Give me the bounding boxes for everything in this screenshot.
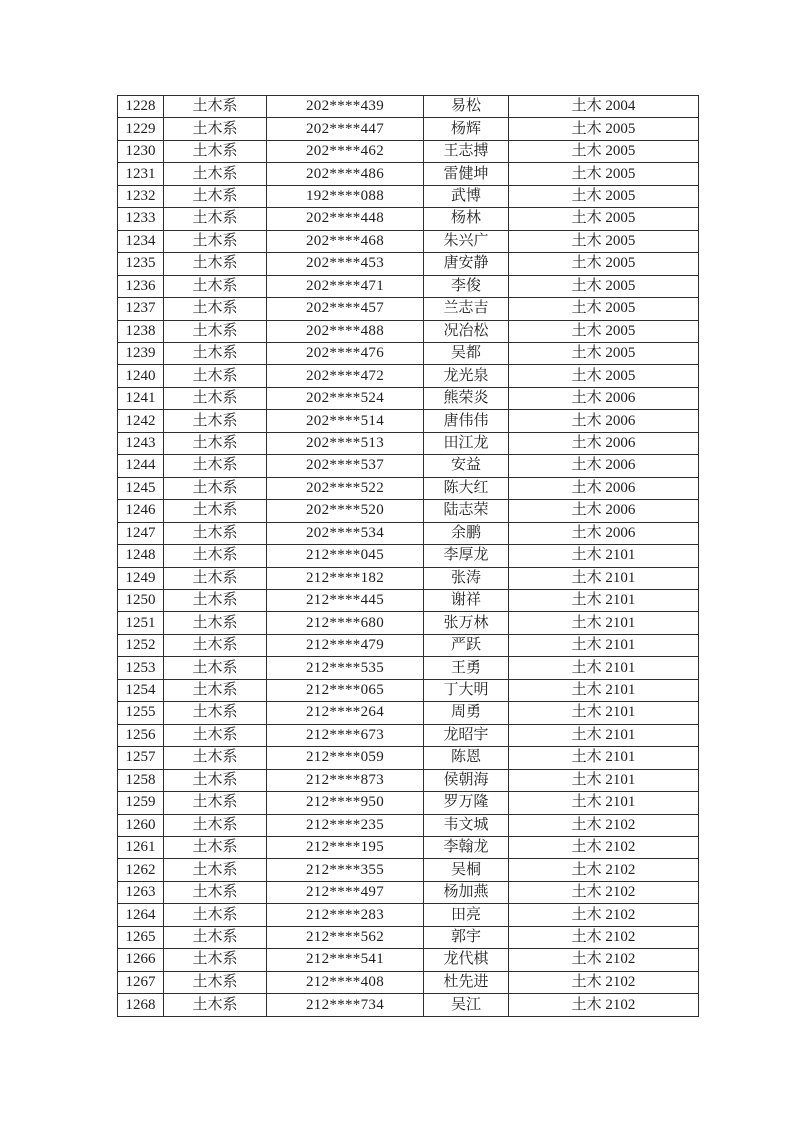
cell-class-name: 土木 2005 xyxy=(509,140,699,162)
cell-department: 土木系 xyxy=(164,140,267,162)
cell-department: 土木系 xyxy=(164,545,267,567)
table-row xyxy=(118,926,699,948)
cell-serial: 1265 xyxy=(118,926,164,948)
table-row xyxy=(118,320,699,342)
cell-department: 土木系 xyxy=(164,477,267,499)
cell-department: 土木系 xyxy=(164,365,267,387)
cell-department: 土木系 xyxy=(164,679,267,701)
cell-student-id: 212****445 xyxy=(267,589,424,611)
cell-serial: 1268 xyxy=(118,994,164,1017)
table-row xyxy=(118,163,699,185)
cell-department: 土木系 xyxy=(164,185,267,207)
cell-serial: 1257 xyxy=(118,747,164,769)
cell-serial: 1239 xyxy=(118,342,164,364)
cell-name: 唐安静 xyxy=(424,253,509,275)
cell-student-id: 212****235 xyxy=(267,814,424,836)
cell-department: 土木系 xyxy=(164,926,267,948)
cell-name: 周勇 xyxy=(424,702,509,724)
cell-name: 杨林 xyxy=(424,208,509,230)
cell-department: 土木系 xyxy=(164,387,267,409)
cell-serial: 1232 xyxy=(118,185,164,207)
cell-serial: 1248 xyxy=(118,545,164,567)
cell-student-id: 212****680 xyxy=(267,612,424,634)
cell-class-name: 土木 2005 xyxy=(509,163,699,185)
cell-student-id: 212****673 xyxy=(267,724,424,746)
cell-class-name: 土木 2102 xyxy=(509,904,699,926)
cell-student-id: 202****447 xyxy=(267,118,424,140)
table-row xyxy=(118,477,699,499)
cell-department: 土木系 xyxy=(164,859,267,881)
table-row xyxy=(118,657,699,679)
table-row xyxy=(118,994,699,1017)
table-row xyxy=(118,185,699,207)
cell-department: 土木系 xyxy=(164,96,267,118)
cell-name: 唐伟伟 xyxy=(424,410,509,432)
cell-name: 罗万隆 xyxy=(424,792,509,814)
cell-serial: 1251 xyxy=(118,612,164,634)
cell-class-name: 土木 2102 xyxy=(509,836,699,858)
cell-serial: 1267 xyxy=(118,971,164,993)
cell-student-id: 202****514 xyxy=(267,410,424,432)
cell-department: 土木系 xyxy=(164,904,267,926)
cell-serial: 1250 xyxy=(118,589,164,611)
cell-student-id: 202****486 xyxy=(267,163,424,185)
cell-class-name: 土木 2005 xyxy=(509,298,699,320)
cell-student-id: 212****182 xyxy=(267,567,424,589)
cell-serial: 1238 xyxy=(118,320,164,342)
cell-class-name: 土木 2102 xyxy=(509,814,699,836)
cell-department: 土木系 xyxy=(164,949,267,971)
cell-name: 王勇 xyxy=(424,657,509,679)
cell-class-name: 土木 2101 xyxy=(509,724,699,746)
cell-student-id: 212****059 xyxy=(267,747,424,769)
table-row xyxy=(118,365,699,387)
cell-serial: 1244 xyxy=(118,455,164,477)
cell-name: 李俊 xyxy=(424,275,509,297)
cell-serial: 1249 xyxy=(118,567,164,589)
cell-name: 田江龙 xyxy=(424,432,509,454)
cell-serial: 1259 xyxy=(118,792,164,814)
table-row xyxy=(118,769,699,791)
cell-class-name: 土木 2102 xyxy=(509,949,699,971)
cell-name: 李翰龙 xyxy=(424,836,509,858)
cell-department: 土木系 xyxy=(164,747,267,769)
cell-class-name: 土木 2005 xyxy=(509,230,699,252)
cell-department: 土木系 xyxy=(164,881,267,903)
cell-serial: 1263 xyxy=(118,881,164,903)
cell-student-id: 202****439 xyxy=(267,96,424,118)
cell-student-id: 202****524 xyxy=(267,387,424,409)
cell-serial: 1236 xyxy=(118,275,164,297)
cell-name: 郭宇 xyxy=(424,926,509,948)
cell-student-id: 202****471 xyxy=(267,275,424,297)
cell-student-id: 202****462 xyxy=(267,140,424,162)
cell-serial: 1246 xyxy=(118,500,164,522)
cell-serial: 1233 xyxy=(118,208,164,230)
cell-name: 朱兴广 xyxy=(424,230,509,252)
cell-class-name: 土木 2102 xyxy=(509,859,699,881)
cell-name: 侯朝海 xyxy=(424,769,509,791)
cell-department: 土木系 xyxy=(164,522,267,544)
table-row xyxy=(118,275,699,297)
cell-name: 吴江 xyxy=(424,994,509,1017)
cell-department: 土木系 xyxy=(164,589,267,611)
table-row xyxy=(118,410,699,432)
cell-student-id: 212****283 xyxy=(267,904,424,926)
table-row xyxy=(118,545,699,567)
cell-class-name: 土木 2102 xyxy=(509,881,699,903)
cell-student-id: 202****537 xyxy=(267,455,424,477)
cell-serial: 1242 xyxy=(118,410,164,432)
table-row xyxy=(118,679,699,701)
cell-student-id: 212****734 xyxy=(267,994,424,1017)
cell-class-name: 土木 2101 xyxy=(509,702,699,724)
cell-name: 杨辉 xyxy=(424,118,509,140)
cell-student-id: 212****535 xyxy=(267,657,424,679)
cell-name: 安益 xyxy=(424,455,509,477)
cell-student-id: 202****488 xyxy=(267,320,424,342)
cell-student-id: 212****562 xyxy=(267,926,424,948)
cell-serial: 1261 xyxy=(118,836,164,858)
table-row xyxy=(118,881,699,903)
cell-class-name: 土木 2101 xyxy=(509,589,699,611)
cell-name: 张万林 xyxy=(424,612,509,634)
table-row xyxy=(118,814,699,836)
cell-name: 张涛 xyxy=(424,567,509,589)
cell-class-name: 土木 2102 xyxy=(509,994,699,1017)
table-row xyxy=(118,208,699,230)
cell-name: 武博 xyxy=(424,185,509,207)
cell-serial: 1264 xyxy=(118,904,164,926)
cell-class-name: 土木 2005 xyxy=(509,365,699,387)
cell-name: 余鹏 xyxy=(424,522,509,544)
cell-name: 陈恩 xyxy=(424,747,509,769)
cell-name: 谢祥 xyxy=(424,589,509,611)
cell-department: 土木系 xyxy=(164,320,267,342)
cell-student-id: 202****448 xyxy=(267,208,424,230)
cell-student-id: 202****468 xyxy=(267,230,424,252)
cell-department: 土木系 xyxy=(164,724,267,746)
cell-department: 土木系 xyxy=(164,118,267,140)
roster-table-body xyxy=(118,96,699,1017)
cell-department: 土木系 xyxy=(164,432,267,454)
cell-class-name: 土木 2005 xyxy=(509,342,699,364)
cell-department: 土木系 xyxy=(164,275,267,297)
cell-class-name: 土木 2005 xyxy=(509,208,699,230)
cell-class-name: 土木 2101 xyxy=(509,612,699,634)
cell-class-name: 土木 2005 xyxy=(509,118,699,140)
cell-student-id: 212****950 xyxy=(267,792,424,814)
cell-name: 吴都 xyxy=(424,342,509,364)
table-row xyxy=(118,118,699,140)
cell-name: 兰志吉 xyxy=(424,298,509,320)
cell-department: 土木系 xyxy=(164,298,267,320)
cell-class-name: 土木 2006 xyxy=(509,477,699,499)
cell-department: 土木系 xyxy=(164,657,267,679)
cell-class-name: 土木 2101 xyxy=(509,792,699,814)
cell-serial: 1235 xyxy=(118,253,164,275)
cell-class-name: 土木 2006 xyxy=(509,432,699,454)
cell-department: 土木系 xyxy=(164,500,267,522)
cell-name: 陆志荣 xyxy=(424,500,509,522)
student-roster-table xyxy=(117,95,699,1017)
cell-serial: 1260 xyxy=(118,814,164,836)
table-row xyxy=(118,971,699,993)
cell-serial: 1240 xyxy=(118,365,164,387)
table-row xyxy=(118,455,699,477)
cell-name: 严跃 xyxy=(424,634,509,656)
cell-department: 土木系 xyxy=(164,230,267,252)
table-row xyxy=(118,432,699,454)
cell-name: 龙代棋 xyxy=(424,949,509,971)
cell-name: 雷健坤 xyxy=(424,163,509,185)
cell-student-id: 202****534 xyxy=(267,522,424,544)
table-row xyxy=(118,500,699,522)
table-row xyxy=(118,96,699,118)
cell-department: 土木系 xyxy=(164,567,267,589)
cell-student-id: 212****479 xyxy=(267,634,424,656)
cell-name: 杜先进 xyxy=(424,971,509,993)
cell-student-id: 202****472 xyxy=(267,365,424,387)
cell-department: 土木系 xyxy=(164,769,267,791)
cell-name: 龙光泉 xyxy=(424,365,509,387)
cell-serial: 1254 xyxy=(118,679,164,701)
cell-department: 土木系 xyxy=(164,455,267,477)
cell-class-name: 土木 2006 xyxy=(509,522,699,544)
cell-serial: 1241 xyxy=(118,387,164,409)
cell-department: 土木系 xyxy=(164,971,267,993)
cell-serial: 1231 xyxy=(118,163,164,185)
cell-department: 土木系 xyxy=(164,792,267,814)
cell-student-id: 192****088 xyxy=(267,185,424,207)
cell-name: 王志搏 xyxy=(424,140,509,162)
cell-class-name: 土木 2006 xyxy=(509,455,699,477)
table-row xyxy=(118,253,699,275)
cell-department: 土木系 xyxy=(164,410,267,432)
table-row xyxy=(118,230,699,252)
cell-name: 韦文城 xyxy=(424,814,509,836)
table-row xyxy=(118,836,699,858)
cell-department: 土木系 xyxy=(164,994,267,1017)
cell-student-id: 212****045 xyxy=(267,545,424,567)
cell-department: 土木系 xyxy=(164,612,267,634)
table-row xyxy=(118,612,699,634)
cell-serial: 1262 xyxy=(118,859,164,881)
cell-name: 杨加燕 xyxy=(424,881,509,903)
cell-student-id: 212****355 xyxy=(267,859,424,881)
cell-department: 土木系 xyxy=(164,208,267,230)
table-row xyxy=(118,342,699,364)
cell-serial: 1245 xyxy=(118,477,164,499)
cell-name: 丁大明 xyxy=(424,679,509,701)
cell-class-name: 土木 2102 xyxy=(509,926,699,948)
cell-name: 陈大红 xyxy=(424,477,509,499)
cell-department: 土木系 xyxy=(164,814,267,836)
table-row xyxy=(118,567,699,589)
cell-serial: 1237 xyxy=(118,298,164,320)
cell-class-name: 土木 2101 xyxy=(509,769,699,791)
cell-department: 土木系 xyxy=(164,163,267,185)
cell-serial: 1230 xyxy=(118,140,164,162)
cell-student-id: 202****457 xyxy=(267,298,424,320)
cell-serial: 1243 xyxy=(118,432,164,454)
table-row xyxy=(118,140,699,162)
cell-student-id: 212****541 xyxy=(267,949,424,971)
cell-serial: 1253 xyxy=(118,657,164,679)
cell-serial: 1229 xyxy=(118,118,164,140)
cell-serial: 1258 xyxy=(118,769,164,791)
cell-class-name: 土木 2101 xyxy=(509,657,699,679)
cell-class-name: 土木 2005 xyxy=(509,253,699,275)
cell-class-name: 土木 2101 xyxy=(509,634,699,656)
cell-class-name: 土木 2005 xyxy=(509,275,699,297)
cell-student-id: 212****408 xyxy=(267,971,424,993)
table-row xyxy=(118,859,699,881)
cell-name: 吴桐 xyxy=(424,859,509,881)
cell-name: 熊荣炎 xyxy=(424,387,509,409)
cell-student-id: 212****873 xyxy=(267,769,424,791)
cell-class-name: 土木 2101 xyxy=(509,545,699,567)
cell-department: 土木系 xyxy=(164,253,267,275)
table-row xyxy=(118,522,699,544)
cell-class-name: 土木 2005 xyxy=(509,320,699,342)
cell-department: 土木系 xyxy=(164,342,267,364)
table-row xyxy=(118,747,699,769)
cell-class-name: 土木 2005 xyxy=(509,185,699,207)
cell-class-name: 土木 2101 xyxy=(509,747,699,769)
cell-student-id: 202****520 xyxy=(267,500,424,522)
cell-student-id: 212****497 xyxy=(267,881,424,903)
cell-student-id: 202****453 xyxy=(267,253,424,275)
table-row xyxy=(118,589,699,611)
cell-student-id: 202****513 xyxy=(267,432,424,454)
cell-serial: 1228 xyxy=(118,96,164,118)
table-row xyxy=(118,792,699,814)
cell-class-name: 土木 2101 xyxy=(509,679,699,701)
cell-student-id: 212****065 xyxy=(267,679,424,701)
cell-name: 况冶松 xyxy=(424,320,509,342)
cell-student-id: 202****522 xyxy=(267,477,424,499)
cell-name: 易松 xyxy=(424,96,509,118)
cell-serial: 1256 xyxy=(118,724,164,746)
cell-student-id: 212****264 xyxy=(267,702,424,724)
cell-class-name: 土木 2006 xyxy=(509,387,699,409)
cell-serial: 1266 xyxy=(118,949,164,971)
cell-class-name: 土木 2006 xyxy=(509,410,699,432)
cell-student-id: 212****195 xyxy=(267,836,424,858)
cell-department: 土木系 xyxy=(164,634,267,656)
cell-student-id: 202****476 xyxy=(267,342,424,364)
table-row xyxy=(118,298,699,320)
cell-serial: 1252 xyxy=(118,634,164,656)
cell-serial: 1247 xyxy=(118,522,164,544)
cell-serial: 1234 xyxy=(118,230,164,252)
cell-class-name: 土木 2006 xyxy=(509,500,699,522)
cell-serial: 1255 xyxy=(118,702,164,724)
cell-class-name: 土木 2102 xyxy=(509,971,699,993)
table-row xyxy=(118,702,699,724)
table-row xyxy=(118,724,699,746)
cell-department: 土木系 xyxy=(164,702,267,724)
cell-name: 龙昭宇 xyxy=(424,724,509,746)
table-row xyxy=(118,949,699,971)
cell-class-name: 土木 2004 xyxy=(509,96,699,118)
cell-department: 土木系 xyxy=(164,836,267,858)
table-row xyxy=(118,904,699,926)
table-row xyxy=(118,387,699,409)
table-row xyxy=(118,634,699,656)
cell-name: 田亮 xyxy=(424,904,509,926)
cell-name: 李厚龙 xyxy=(424,545,509,567)
cell-class-name: 土木 2101 xyxy=(509,567,699,589)
